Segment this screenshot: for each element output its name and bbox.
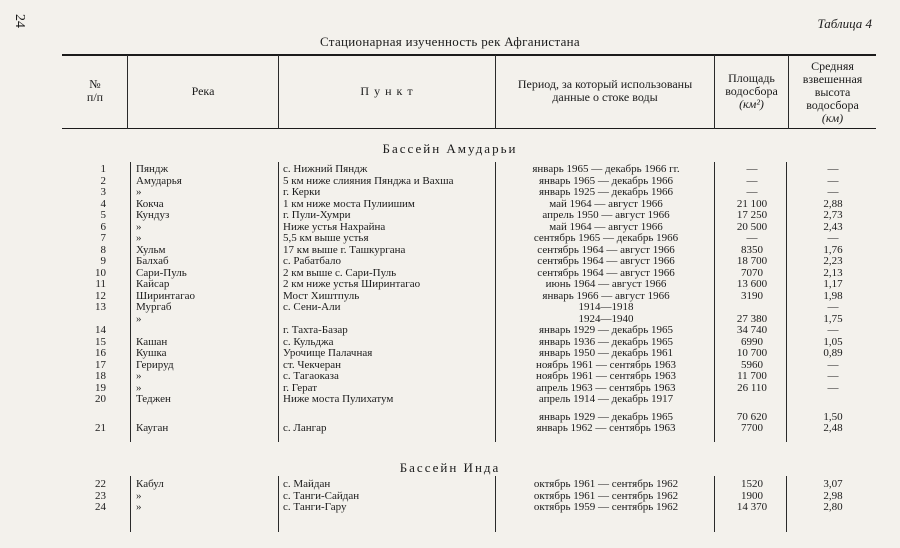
row-period: ноябрь 1961 — сентябрь 1963 <box>536 358 676 371</box>
table-row <box>0 245 900 256</box>
row-point: с. Кульджа <box>283 335 334 348</box>
row-river: » <box>136 370 142 382</box>
table-row <box>0 423 900 434</box>
table-row <box>0 394 900 405</box>
row-river: » <box>136 186 142 198</box>
header-height-line: водосбора <box>806 98 859 112</box>
table-row <box>0 199 900 210</box>
header-height-line: Средняя <box>811 59 854 73</box>
row-point: Ниже моста Пулихатум <box>283 393 394 405</box>
row-period: январь 1950 — декабрь 1961 <box>538 347 674 359</box>
row-height: 2,23 <box>823 255 843 267</box>
header-river: Река <box>191 84 215 98</box>
table-row <box>0 371 900 382</box>
row-height: — <box>827 370 839 382</box>
table-row <box>0 348 900 359</box>
row-area: 5960 <box>741 358 763 371</box>
header-num-line: п/п <box>86 90 104 104</box>
row-period: октябрь 1961 — сентябрь 1962 <box>533 478 679 490</box>
row-period: январь 1929 — декабрь 1965 <box>538 324 674 336</box>
row-number: 2 <box>100 174 106 187</box>
row-river: Кушка <box>136 347 167 359</box>
row-point: 2 км выше с. Сари-Пуль <box>283 266 397 279</box>
header-num-line: № <box>89 77 101 91</box>
table-row <box>0 210 900 221</box>
row-number: 5 <box>100 209 106 221</box>
row-river: Амударья <box>136 174 182 187</box>
row-point: Урочище Палачная <box>283 347 373 359</box>
row-height: — <box>827 358 839 371</box>
row-point: 2 км ниже устья Ширинтагао <box>283 278 421 290</box>
row-number: 23 <box>95 489 106 502</box>
row-area: 6990 <box>741 335 763 348</box>
row-height: 3,07 <box>823 478 843 490</box>
row-number: 21 <box>95 422 106 434</box>
row-area: — <box>746 232 758 244</box>
row-river: Кайсар <box>136 278 170 290</box>
row-number: 3 <box>100 186 106 198</box>
header-area-line: (км²) <box>739 97 764 111</box>
row-number: 22 <box>95 478 106 490</box>
table-row <box>0 279 900 290</box>
table-row <box>0 176 900 187</box>
row-area: 14 370 <box>736 501 768 513</box>
row-number: 6 <box>100 220 106 233</box>
row-river: » <box>136 501 142 513</box>
table-row <box>0 256 900 267</box>
table-row <box>0 222 900 233</box>
row-point: Мост Хиштпуль <box>283 289 360 302</box>
row-period: январь 1966 — август 1966 <box>542 289 670 302</box>
row-height: 1,05 <box>823 335 843 348</box>
table-row <box>0 491 900 502</box>
row-area: — <box>746 186 758 198</box>
page-number: 24 <box>12 14 27 28</box>
header-height-line: взвешенная <box>802 72 863 86</box>
row-period: январь 1965 — декабрь 1966 гг. <box>532 163 680 175</box>
row-height: — <box>827 301 839 313</box>
row-area: 26 110 <box>737 381 767 394</box>
header-height <box>789 60 876 125</box>
row-river: Кундуз <box>136 209 170 221</box>
row-area: 7700 <box>741 422 763 434</box>
table-row <box>0 479 900 490</box>
row-river: Кабул <box>136 478 164 490</box>
row-number: 16 <box>95 347 106 359</box>
row-period: сентябрь 1964 — август 1966 <box>537 255 675 267</box>
header-area <box>715 72 788 111</box>
row-area: 1900 <box>741 489 763 502</box>
row-number: 9 <box>100 255 106 267</box>
table-row <box>0 412 900 423</box>
row-point: с. Рабатбало <box>283 255 341 267</box>
row-point: с. Танги-Сайдан <box>283 489 360 502</box>
row-river: » <box>136 381 142 394</box>
row-area: 27 380 <box>736 312 768 325</box>
row-river: Кауган <box>136 422 169 434</box>
header-period-line: данные о стоке воды <box>552 90 658 104</box>
row-river: Теджен <box>136 393 171 405</box>
row-area: 8350 <box>741 243 763 256</box>
row-period: сентябрь 1964 — август 1966 <box>537 243 675 256</box>
row-number: 12 <box>95 289 106 302</box>
row-point: с. Майдан <box>283 478 331 490</box>
row-number: 20 <box>95 393 106 405</box>
table-row <box>0 314 900 325</box>
row-height: — <box>827 186 839 198</box>
row-height: 1,50 <box>823 410 843 423</box>
row-river: » <box>136 220 142 233</box>
row-river: » <box>136 312 142 325</box>
row-number: 8 <box>100 243 106 256</box>
row-period: ноябрь 1961 — сентябрь 1963 <box>536 370 676 382</box>
row-number: 7 <box>100 232 106 244</box>
row-point: с. Тагаоказа <box>283 370 339 382</box>
row-height: 1,76 <box>823 243 843 256</box>
row-height: 2,80 <box>823 501 843 513</box>
row-area: 3190 <box>741 289 763 302</box>
row-river: Хульм <box>136 243 166 256</box>
row-number: 24 <box>95 501 106 513</box>
row-river: » <box>136 489 142 502</box>
row-height: 2,88 <box>823 197 843 210</box>
table-row <box>0 337 900 348</box>
row-area: 20 500 <box>736 220 768 233</box>
row-height: — <box>827 324 839 336</box>
row-height: — <box>827 174 839 187</box>
row-river: Сари-Пуль <box>136 266 187 279</box>
row-point: г. Пули-Хумри <box>283 209 351 221</box>
header-num <box>64 78 126 104</box>
row-period: май 1964 — август 1966 <box>549 220 663 233</box>
table-row <box>0 325 900 336</box>
row-period: январь 1965 — декабрь 1966 <box>538 174 674 187</box>
row-point: г. Тахта-Базар <box>283 324 348 336</box>
row-river: Герируд <box>136 358 174 371</box>
header-area-line: Площадь <box>728 71 775 85</box>
row-period: сентябрь 1964 — август 1966 <box>537 266 675 279</box>
row-period: январь 1962 — сентябрь 1963 <box>536 422 676 434</box>
row-point: г. Герат <box>283 381 318 394</box>
row-height: 1,98 <box>823 289 843 302</box>
row-river: Кашан <box>136 335 168 348</box>
row-area: 1520 <box>741 478 763 490</box>
row-number: 10 <box>95 266 106 279</box>
table-row <box>0 360 900 371</box>
table-row <box>0 383 900 394</box>
row-point: ст. Чекчеран <box>283 358 341 371</box>
row-period: апрель 1963 — сентябрь 1963 <box>536 381 676 394</box>
row-number: 1 <box>100 163 106 175</box>
row-period: апрель 1950 — август 1966 <box>542 209 670 221</box>
row-height: 1,17 <box>823 278 843 290</box>
row-point: Ниже устья Нахрайна <box>283 220 386 233</box>
row-period: май 1964 — август 1966 <box>549 197 663 210</box>
header-area-line: водосбора <box>725 84 778 98</box>
row-river: Балхаб <box>136 255 169 267</box>
table-row <box>0 164 900 175</box>
row-area: 18 700 <box>736 255 768 267</box>
row-area: 70 620 <box>736 410 768 423</box>
row-height: 2,98 <box>823 489 843 502</box>
row-number: 14 <box>95 324 106 336</box>
row-height: 2,43 <box>823 220 843 233</box>
row-height: 0,89 <box>823 347 843 359</box>
row-area: 7070 <box>741 266 763 279</box>
header-height-line: высота <box>814 85 851 99</box>
row-river: Кокча <box>136 197 164 210</box>
basin-title: Бассейн Инда <box>399 460 501 475</box>
row-period: январь 1925 — декабрь 1966 <box>538 186 674 198</box>
row-number: 11 <box>95 278 106 290</box>
row-point: с. Сени-Али <box>283 301 341 313</box>
table-label: Таблица 4 <box>817 16 872 31</box>
row-number: 4 <box>100 197 106 210</box>
row-area: 10 700 <box>736 347 768 359</box>
table-row <box>0 302 900 313</box>
row-point: 1 км ниже моста Пулиишим <box>283 197 415 210</box>
table-row <box>0 233 900 244</box>
header-period <box>496 78 714 104</box>
row-period: сентябрь 1965 — декабрь 1966 <box>533 232 679 244</box>
header-period-line: Период, за который использованы <box>517 77 693 91</box>
row-number: 13 <box>95 301 106 313</box>
header-height-line: (км) <box>821 111 844 125</box>
row-period: 1924—1940 <box>578 312 634 325</box>
row-river: Пяндж <box>136 163 169 175</box>
row-height: — <box>827 381 839 394</box>
row-number: 19 <box>95 381 106 394</box>
row-period: октябрь 1961 — сентябрь 1962 <box>533 489 679 502</box>
row-number: 18 <box>95 370 106 382</box>
row-point: 5,5 км выше устья <box>283 232 369 244</box>
row-area: 17 250 <box>736 209 768 221</box>
table-title: Стационарная изученность рек Афганистана <box>320 34 580 49</box>
header-top-rule <box>62 54 876 56</box>
row-period: январь 1929 — декабрь 1965 <box>538 410 674 423</box>
row-height: 2,73 <box>823 209 843 221</box>
row-height: — <box>827 232 839 244</box>
table-row <box>0 291 900 302</box>
row-period: 1914—1918 <box>578 301 634 313</box>
row-period: апрель 1914 — декабрь 1917 <box>538 393 674 405</box>
row-period: октябрь 1959 — сентябрь 1962 <box>533 501 679 513</box>
row-river: Мургаб <box>136 301 172 313</box>
row-point: с. Лангар <box>283 422 327 434</box>
row-number: 17 <box>95 358 106 371</box>
row-height: 1,75 <box>823 312 843 325</box>
header-point: П у н к т <box>360 84 414 98</box>
basin-title: Бассейн Амударьи <box>382 141 518 156</box>
row-period: январь 1936 — декабрь 1965 <box>538 335 674 348</box>
row-area: — <box>746 174 758 187</box>
row-height: 2,48 <box>823 422 843 434</box>
row-point: с. Танги-Гару <box>283 501 347 513</box>
row-point: 5 км ниже слияния Пянджа и Вахша <box>283 174 454 187</box>
row-height: — <box>827 163 839 175</box>
table-row <box>0 502 900 513</box>
row-area: 11 700 <box>737 370 767 382</box>
row-area: — <box>746 163 758 175</box>
row-point: с. Нижний Пяндж <box>283 163 368 175</box>
row-area: 34 740 <box>736 324 768 336</box>
row-area: 13 600 <box>736 278 768 290</box>
row-point: г. Керки <box>283 186 321 198</box>
row-point: 17 км выше г. Ташкургана <box>283 243 406 256</box>
row-number: 15 <box>95 335 106 348</box>
table-row <box>0 187 900 198</box>
row-area: 21 100 <box>736 197 768 210</box>
header-bottom-rule <box>62 128 876 129</box>
row-height: 2,13 <box>823 266 843 279</box>
table-row <box>0 268 900 279</box>
row-river: » <box>136 232 142 244</box>
row-period: июнь 1964 — август 1966 <box>545 278 667 290</box>
row-river: Ширинтагао <box>136 289 195 302</box>
